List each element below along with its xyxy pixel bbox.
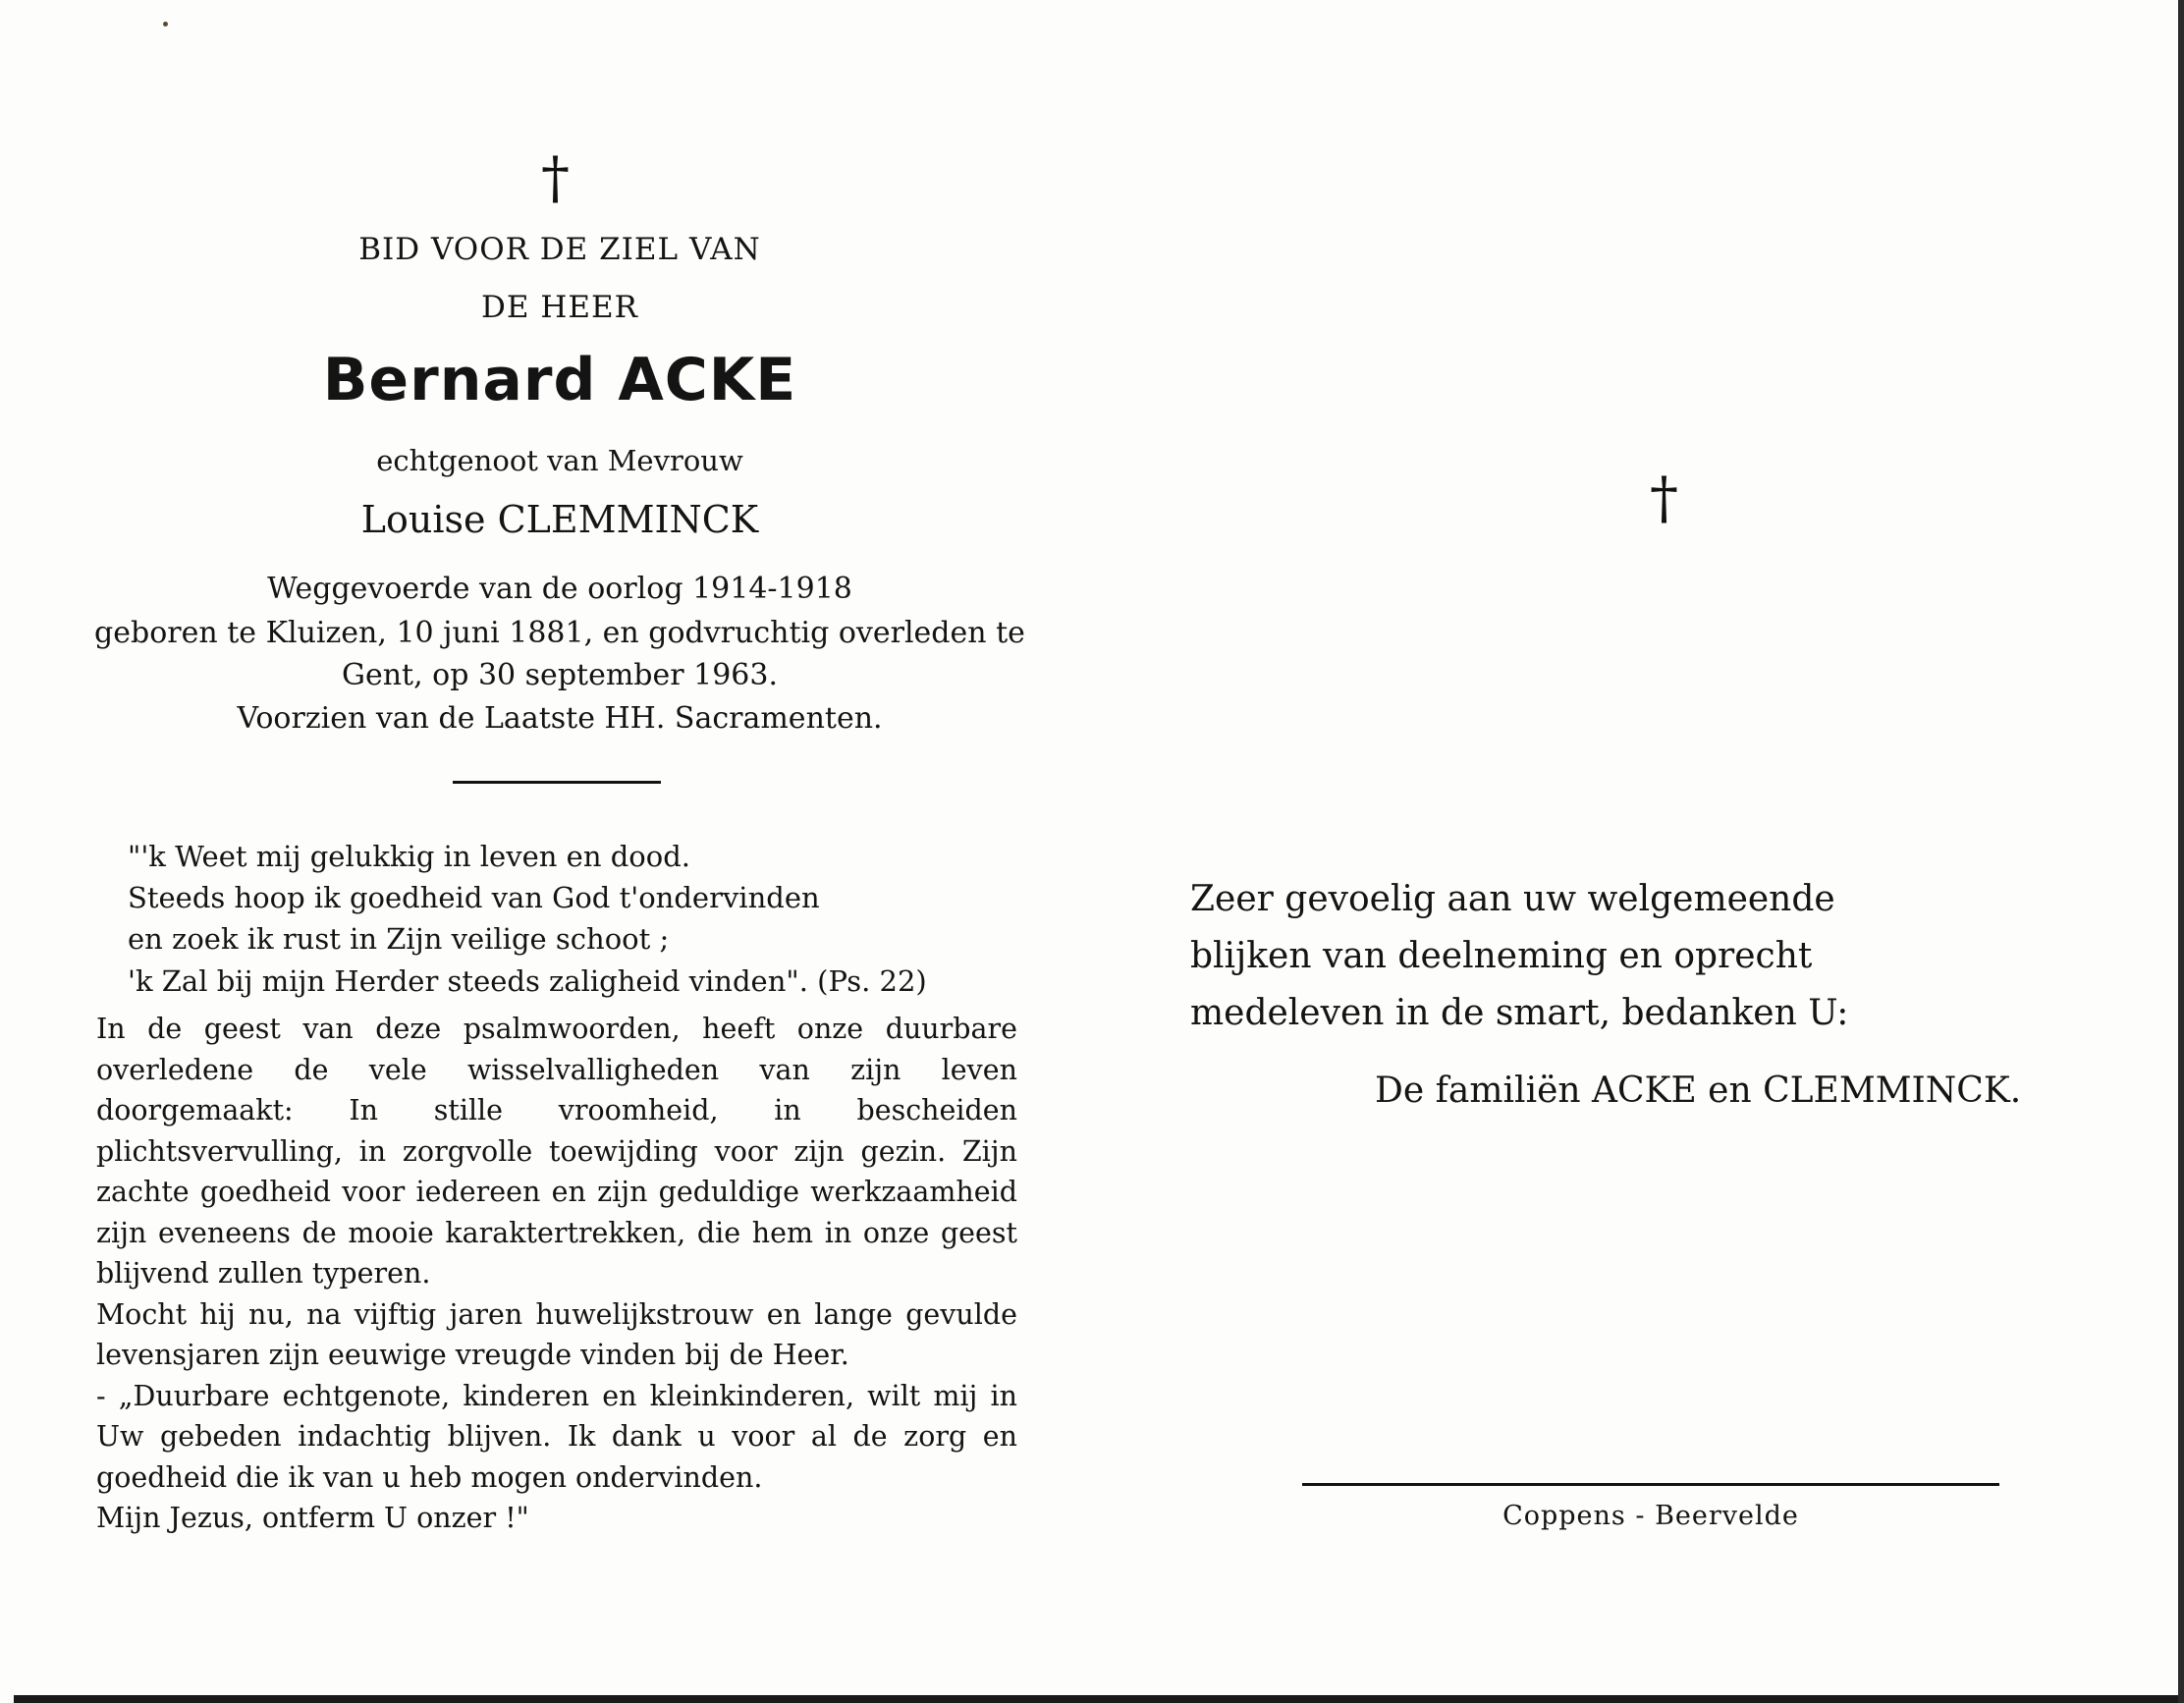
eulogy-paragraph: Mocht hij nu, na vijftig jaren huwelijkstrouw en lange gevulde levensjaren zijn eeuwige vreugde vinden bij de Heer. (96, 1297, 1017, 1371)
thanks-line: blijken van deelneming en oprecht (1190, 936, 1813, 976)
poem-line: "'k Weet mij gelukkig in leven en dood. (128, 840, 690, 873)
eulogy-paragraph: In de geest van deze psalmwoorden, heeft onze duurbare overledene de vele wisselvalligheden van zijn leven doorgemaakt: In stille vroomheid, in bescheiden plichtsvervulling, in zorgvolle toewijding voor zijn gezin. Zijn zachte goedheid voor iedereen en zijn geduldige werkzaamheid zijn eveneens de mooie karaktertrekken, die hem in onze geest blijvend zullen typeren. (96, 1013, 1017, 1290)
card-bottom-edge (14, 1695, 2184, 1703)
spouse-intro: echtgenoot van Mevrouw (376, 444, 743, 477)
cross-icon: † (541, 144, 570, 211)
card-right-edge (2178, 0, 2184, 1703)
divider (453, 781, 661, 784)
heading-line1: BID VOOR DE ZIEL VAN (358, 232, 761, 267)
printer-credit: Coppens - Beervelde (1502, 1501, 1799, 1531)
detail-death: Gent, op 30 september 1963. (341, 658, 778, 692)
detail-sacraments: Voorzien van de Laatste HH. Sacramenten. (237, 701, 883, 736)
heading-line2: DE HEER (481, 290, 638, 325)
thanks-line: medeleven in de smart, bedanken U: (1190, 993, 1849, 1033)
thanks-line: Zeer gevoelig aan uw welgemeende (1190, 879, 1835, 919)
eulogy-paragraph: Mijn Jezus, ontferm U onzer !" (96, 1502, 529, 1534)
deceased-name: Bernard ACKE (322, 346, 797, 414)
poem-line: en zoek ik rust in Zijn veilige schoot ; (128, 922, 670, 956)
families-signature: De familiën ACKE en CLEMMINCK. (1375, 1071, 2022, 1111)
detail-birth: geboren te Kluizen, 10 juni 1881, en godvruchtig overleden te (94, 616, 1025, 650)
poem-line: Steeds hoop ik goedheid van God t'ondervinden (128, 881, 820, 914)
printer-rule (1302, 1483, 1999, 1486)
eulogy-text (96, 1009, 1017, 1539)
eulogy-paragraph: - „Duurbare echtgenote, kinderen en kleinkinderen, wilt mij in Uw gebeden indachtig blijven. Ik dank u voor al de zorg en goedheid die ik van u heb mogen ondervinden. (96, 1379, 1017, 1494)
cross-icon: † (1650, 465, 1678, 531)
spouse-name: Louise CLEMMINCK (360, 498, 759, 541)
poem-line: 'k Zal bij mijn Herder steeds zaligheid vinden". (Ps. 22) (128, 964, 927, 998)
detail-war: Weggevoerde van de oorlog 1914-1918 (267, 572, 852, 606)
